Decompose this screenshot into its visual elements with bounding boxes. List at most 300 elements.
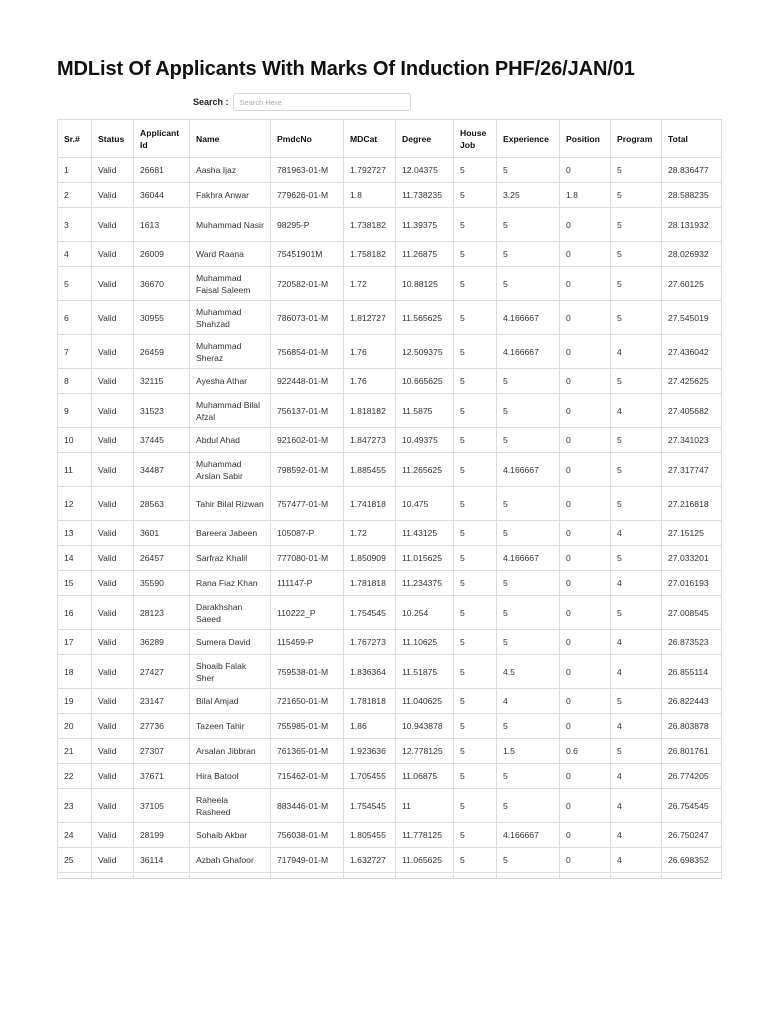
column-header-name[interactable]: Name (190, 120, 271, 158)
cell-sr: 17 (58, 630, 92, 655)
search-input[interactable] (233, 93, 411, 111)
table-row[interactable] (58, 158, 722, 183)
cell-program: 5 (611, 158, 662, 183)
cell-status: Valid (92, 789, 134, 823)
cell-experience: 5 (497, 714, 560, 739)
cell-sr: 4 (58, 242, 92, 267)
cell-total: 26.822443 (662, 689, 722, 714)
cell-degree: 11.015625 (396, 546, 454, 571)
cell-experience: 4.166667 (497, 546, 560, 571)
cell-house-job: 5 (454, 208, 497, 242)
cell-experience: 5 (497, 487, 560, 521)
table-row[interactable] (58, 689, 722, 714)
cell-experience: 5 (497, 789, 560, 823)
cell-empty (344, 873, 396, 879)
cell-applicant-id: 28123 (134, 596, 190, 630)
cell-status: Valid (92, 739, 134, 764)
cell-mdcat: 1.923636 (344, 739, 396, 764)
cell-program: 4 (611, 789, 662, 823)
cell-status: Valid (92, 764, 134, 789)
cell-name: Bareera Jabeen (190, 521, 271, 546)
cell-applicant-id: 37445 (134, 428, 190, 453)
cell-sr: 11 (58, 453, 92, 487)
cell-experience: 5 (497, 369, 560, 394)
cell-experience: 4 (497, 689, 560, 714)
cell-program: 5 (611, 453, 662, 487)
cell-name: Muhammad Shahzad (190, 301, 271, 335)
cell-position: 0 (560, 764, 611, 789)
cell-degree: 11.39375 (396, 208, 454, 242)
cell-status: Valid (92, 521, 134, 546)
cell-applicant-id: 37105 (134, 789, 190, 823)
search-bar (193, 92, 411, 112)
cell-pmdc-no: 759538-01-M (271, 655, 344, 689)
cell-experience: 3.25 (497, 183, 560, 208)
cell-experience: 5 (497, 630, 560, 655)
cell-pmdc-no: 756854-01-M (271, 335, 344, 369)
cell-position: 0 (560, 571, 611, 596)
cell-house-job: 5 (454, 487, 497, 521)
cell-sr: 22 (58, 764, 92, 789)
cell-house-job: 5 (454, 714, 497, 739)
cell-experience: 5 (497, 242, 560, 267)
cell-mdcat: 1.741818 (344, 487, 396, 521)
table-row[interactable] (58, 546, 722, 571)
cell-pmdc-no: 786073-01-M (271, 301, 344, 335)
cell-program: 4 (611, 848, 662, 873)
applicants-table (57, 119, 722, 879)
cell-position: 0 (560, 487, 611, 521)
cell-status: Valid (92, 848, 134, 873)
cell-total: 27.15125 (662, 521, 722, 546)
cell-position: 0 (560, 689, 611, 714)
cell-mdcat: 1.705455 (344, 764, 396, 789)
cell-empty (497, 873, 560, 879)
cell-name: Shoaib Falak Sher (190, 655, 271, 689)
table-row[interactable] (58, 571, 722, 596)
cell-degree: 11.065625 (396, 848, 454, 873)
cell-house-job: 5 (454, 369, 497, 394)
cell-house-job: 5 (454, 823, 497, 848)
cell-status: Valid (92, 369, 134, 394)
cell-total: 27.341023 (662, 428, 722, 453)
cell-sr: 23 (58, 789, 92, 823)
cell-sr: 10 (58, 428, 92, 453)
cell-name: Azbah Ghafoor (190, 848, 271, 873)
cell-program: 4 (611, 655, 662, 689)
table-row[interactable] (58, 242, 722, 267)
table-row[interactable] (58, 183, 722, 208)
cell-house-job: 5 (454, 335, 497, 369)
cell-status: Valid (92, 571, 134, 596)
cell-applicant-id: 36044 (134, 183, 190, 208)
cell-program: 5 (611, 242, 662, 267)
cell-mdcat: 1.8 (344, 183, 396, 208)
cell-total: 26.698352 (662, 848, 722, 873)
cell-sr: 19 (58, 689, 92, 714)
cell-position: 0 (560, 242, 611, 267)
cell-mdcat: 1.781818 (344, 571, 396, 596)
cell-degree: 11.265625 (396, 453, 454, 487)
cell-status: Valid (92, 630, 134, 655)
cell-sr: 20 (58, 714, 92, 739)
cell-pmdc-no: 111147-P (271, 571, 344, 596)
table-row[interactable] (58, 848, 722, 873)
cell-total: 28.026932 (662, 242, 722, 267)
cell-position: 0 (560, 714, 611, 739)
cell-status: Valid (92, 546, 134, 571)
cell-house-job: 5 (454, 158, 497, 183)
cell-program: 5 (611, 739, 662, 764)
column-header-position[interactable]: Position (560, 120, 611, 158)
cell-degree: 12.04375 (396, 158, 454, 183)
cell-status: Valid (92, 301, 134, 335)
cell-name: Hira Batool (190, 764, 271, 789)
cell-applicant-id: 26009 (134, 242, 190, 267)
cell-program: 5 (611, 183, 662, 208)
cell-mdcat: 1.767273 (344, 630, 396, 655)
cell-mdcat: 1.847273 (344, 428, 396, 453)
cell-total: 26.803878 (662, 714, 722, 739)
cell-sr: 13 (58, 521, 92, 546)
cell-degree: 11.51875 (396, 655, 454, 689)
cell-empty (560, 873, 611, 879)
column-header-experience[interactable]: Experience (497, 120, 560, 158)
cell-experience: 5 (497, 158, 560, 183)
cell-house-job: 5 (454, 521, 497, 546)
cell-program: 5 (611, 267, 662, 301)
cell-sr: 18 (58, 655, 92, 689)
cell-name: Abdul Ahad (190, 428, 271, 453)
cell-total: 27.033201 (662, 546, 722, 571)
cell-applicant-id: 36114 (134, 848, 190, 873)
table-row[interactable] (58, 428, 722, 453)
table-row[interactable] (58, 267, 722, 301)
cell-position: 0 (560, 369, 611, 394)
cell-status: Valid (92, 823, 134, 848)
cell-status: Valid (92, 242, 134, 267)
cell-experience: 5 (497, 521, 560, 546)
cell-position: 0 (560, 335, 611, 369)
column-header-degree[interactable]: Degree (396, 120, 454, 158)
cell-mdcat: 1.792727 (344, 158, 396, 183)
table-row[interactable] (58, 655, 722, 689)
cell-experience: 5 (497, 394, 560, 428)
cell-total: 27.317747 (662, 453, 722, 487)
cell-name: Fakhra Anwar (190, 183, 271, 208)
cell-position: 0 (560, 521, 611, 546)
cell-degree: 10.943878 (396, 714, 454, 739)
cell-degree: 11.778125 (396, 823, 454, 848)
cell-pmdc-no: 922448-01-M (271, 369, 344, 394)
cell-status: Valid (92, 714, 134, 739)
cell-house-job: 5 (454, 764, 497, 789)
cell-house-job: 5 (454, 394, 497, 428)
cell-program: 5 (611, 301, 662, 335)
cell-name: Muhammad Nasir (190, 208, 271, 242)
cell-experience: 4.5 (497, 655, 560, 689)
cell-total: 27.008545 (662, 596, 722, 630)
cell-applicant-id: 36670 (134, 267, 190, 301)
cell-pmdc-no: 110222_P (271, 596, 344, 630)
cell-pmdc-no: 781963-01-M (271, 158, 344, 183)
cell-name: Aasha Ijaz (190, 158, 271, 183)
column-header-total[interactable]: Total (662, 120, 722, 158)
table-row[interactable] (58, 596, 722, 630)
table-row[interactable] (58, 739, 722, 764)
cell-house-job: 5 (454, 428, 497, 453)
table-row[interactable] (58, 208, 722, 242)
cell-applicant-id: 28199 (134, 823, 190, 848)
cell-mdcat: 1.836364 (344, 655, 396, 689)
cell-pmdc-no: 777080-01-M (271, 546, 344, 571)
cell-mdcat: 1.818182 (344, 394, 396, 428)
cell-name: Tazeen Tahir (190, 714, 271, 739)
cell-total: 28.588235 (662, 183, 722, 208)
cell-applicant-id: 35590 (134, 571, 190, 596)
cell-applicant-id: 31523 (134, 394, 190, 428)
cell-applicant-id: 27307 (134, 739, 190, 764)
table-row[interactable] (58, 521, 722, 546)
cell-house-job: 5 (454, 267, 497, 301)
cell-empty (134, 873, 190, 879)
cell-position: 0 (560, 789, 611, 823)
cell-status: Valid (92, 689, 134, 714)
cell-name: Muhammad Bilal Afzal (190, 394, 271, 428)
cell-position: 0 (560, 428, 611, 453)
cell-position: 0 (560, 301, 611, 335)
cell-house-job: 5 (454, 546, 497, 571)
cell-experience: 4.166667 (497, 453, 560, 487)
cell-position: 0 (560, 453, 611, 487)
table-row[interactable] (58, 823, 722, 848)
cell-mdcat: 1.885455 (344, 453, 396, 487)
cell-experience: 4.166667 (497, 335, 560, 369)
cell-sr: 8 (58, 369, 92, 394)
cell-experience: 5 (497, 848, 560, 873)
cell-degree: 12.509375 (396, 335, 454, 369)
cell-applicant-id: 26459 (134, 335, 190, 369)
cell-house-job: 5 (454, 183, 497, 208)
cell-mdcat: 1.76 (344, 335, 396, 369)
column-header-status[interactable]: Status (92, 120, 134, 158)
cell-program: 4 (611, 714, 662, 739)
cell-degree: 11.234375 (396, 571, 454, 596)
cell-name: Sarfraz Khalil (190, 546, 271, 571)
cell-sr: 5 (58, 267, 92, 301)
cell-total: 26.750247 (662, 823, 722, 848)
cell-program: 5 (611, 546, 662, 571)
cell-pmdc-no: 115459-P (271, 630, 344, 655)
cell-position: 0 (560, 596, 611, 630)
cell-mdcat: 1.86 (344, 714, 396, 739)
cell-name: Arsalan Jibbran (190, 739, 271, 764)
column-header-pmdc-no[interactable]: PmdcNo (271, 120, 344, 158)
cell-empty (92, 873, 134, 879)
cell-mdcat: 1.754545 (344, 596, 396, 630)
cell-applicant-id: 27427 (134, 655, 190, 689)
cell-experience: 4.166667 (497, 823, 560, 848)
cell-degree: 11.565625 (396, 301, 454, 335)
cell-program: 5 (611, 428, 662, 453)
cell-mdcat: 1.812727 (344, 301, 396, 335)
cell-house-job: 5 (454, 689, 497, 714)
cell-mdcat: 1.781818 (344, 689, 396, 714)
cell-position: 0 (560, 267, 611, 301)
cell-status: Valid (92, 208, 134, 242)
cell-sr: 7 (58, 335, 92, 369)
cell-sr: 1 (58, 158, 92, 183)
cell-pmdc-no: 798592-01-M (271, 453, 344, 487)
table-row[interactable] (58, 630, 722, 655)
cell-total: 28.131932 (662, 208, 722, 242)
cell-position: 0 (560, 546, 611, 571)
cell-pmdc-no: 883446-01-M (271, 789, 344, 823)
column-header-sr[interactable]: Sr.# (58, 120, 92, 158)
cell-house-job: 5 (454, 739, 497, 764)
table-row[interactable] (58, 714, 722, 739)
column-header-house-job[interactable]: House Job (454, 120, 497, 158)
cell-pmdc-no: 105087-P (271, 521, 344, 546)
cell-house-job: 5 (454, 242, 497, 267)
cell-house-job: 5 (454, 789, 497, 823)
cell-program: 5 (611, 369, 662, 394)
cell-program: 4 (611, 764, 662, 789)
cell-position: 0 (560, 208, 611, 242)
cell-experience: 5 (497, 596, 560, 630)
table-body (58, 158, 722, 879)
cell-house-job: 5 (454, 596, 497, 630)
cell-sr: 25 (58, 848, 92, 873)
cell-pmdc-no: 720582-01-M (271, 267, 344, 301)
cell-mdcat: 1.805455 (344, 823, 396, 848)
cell-sr: 14 (58, 546, 92, 571)
cell-sr: 9 (58, 394, 92, 428)
cell-experience: 1.5 (497, 739, 560, 764)
cell-sr: 21 (58, 739, 92, 764)
cell-mdcat: 1.632727 (344, 848, 396, 873)
cell-name: Raheela Rasheed (190, 789, 271, 823)
cell-position: 0 (560, 630, 611, 655)
cell-degree: 10.475 (396, 487, 454, 521)
page-title: MDList Of Applicants With Marks Of Induction PHF/26/JAN/01 (57, 58, 635, 80)
cell-total: 26.855114 (662, 655, 722, 689)
cell-applicant-id: 30955 (134, 301, 190, 335)
cell-program: 4 (611, 521, 662, 546)
cell-program: 5 (611, 596, 662, 630)
cell-pmdc-no: 757477-01-M (271, 487, 344, 521)
cell-status: Valid (92, 655, 134, 689)
cell-program: 4 (611, 394, 662, 428)
cell-experience: 5 (497, 764, 560, 789)
cell-sr: 24 (58, 823, 92, 848)
cell-empty (454, 873, 497, 879)
column-header-program[interactable]: Program (611, 120, 662, 158)
cell-pmdc-no: 756038-01-M (271, 823, 344, 848)
cell-house-job: 5 (454, 453, 497, 487)
cell-sr: 3 (58, 208, 92, 242)
cell-name: Darakhshan Saeed (190, 596, 271, 630)
cell-empty (190, 873, 271, 879)
cell-experience: 4.166667 (497, 301, 560, 335)
table-row[interactable] (58, 394, 722, 428)
cell-house-job: 5 (454, 301, 497, 335)
cell-name: Ayesha Athar (190, 369, 271, 394)
search-label: Search : (193, 97, 229, 107)
cell-degree: 11.43125 (396, 521, 454, 546)
cell-name: Muhammad Arslan Sabir (190, 453, 271, 487)
cell-program: 4 (611, 571, 662, 596)
cell-position: 0 (560, 823, 611, 848)
cell-degree: 11.5875 (396, 394, 454, 428)
cell-house-job: 5 (454, 630, 497, 655)
column-header-mdcat[interactable]: MDCat (344, 120, 396, 158)
table-row[interactable] (58, 335, 722, 369)
table-row[interactable] (58, 487, 722, 521)
cell-total: 26.873523 (662, 630, 722, 655)
cell-house-job: 5 (454, 848, 497, 873)
cell-degree: 11 (396, 789, 454, 823)
cell-applicant-id: 26457 (134, 546, 190, 571)
cell-position: 0 (560, 394, 611, 428)
cell-total: 26.774205 (662, 764, 722, 789)
cell-position: 1.8 (560, 183, 611, 208)
cell-pmdc-no: 756137-01-M (271, 394, 344, 428)
column-header-applicant-id[interactable]: Applicant Id (134, 120, 190, 158)
cell-applicant-id: 34487 (134, 453, 190, 487)
table-row[interactable] (58, 764, 722, 789)
table-row[interactable] (58, 453, 722, 487)
cell-name: Tahir Bilal Rizwan (190, 487, 271, 521)
table-row[interactable] (58, 369, 722, 394)
cell-empty (611, 873, 662, 879)
cell-total: 27.405682 (662, 394, 722, 428)
cell-degree: 11.06875 (396, 764, 454, 789)
cell-name: Muhammad Faisal Saleem (190, 267, 271, 301)
cell-empty (662, 873, 722, 879)
cell-program: 4 (611, 630, 662, 655)
table-row[interactable] (58, 789, 722, 823)
cell-status: Valid (92, 487, 134, 521)
cell-pmdc-no: 755985-01-M (271, 714, 344, 739)
cell-pmdc-no: 779626-01-M (271, 183, 344, 208)
cell-program: 4 (611, 823, 662, 848)
cell-applicant-id: 26681 (134, 158, 190, 183)
cell-status: Valid (92, 158, 134, 183)
cell-position: 0.6 (560, 739, 611, 764)
cell-total: 27.016193 (662, 571, 722, 596)
cell-program: 5 (611, 689, 662, 714)
cell-applicant-id: 3601 (134, 521, 190, 546)
cell-mdcat: 1.850909 (344, 546, 396, 571)
cell-degree: 11.26875 (396, 242, 454, 267)
cell-degree: 10.49375 (396, 428, 454, 453)
table-header-row (58, 120, 722, 158)
cell-sr: 12 (58, 487, 92, 521)
table-row-partial (58, 873, 722, 879)
cell-name: Rana Fiaz Khan (190, 571, 271, 596)
cell-status: Valid (92, 183, 134, 208)
table-row[interactable] (58, 301, 722, 335)
cell-pmdc-no: 98295-P (271, 208, 344, 242)
cell-applicant-id: 1613 (134, 208, 190, 242)
cell-pmdc-no: 715462-01-M (271, 764, 344, 789)
cell-status: Valid (92, 453, 134, 487)
cell-experience: 5 (497, 571, 560, 596)
cell-experience: 5 (497, 428, 560, 453)
cell-sr: 15 (58, 571, 92, 596)
cell-degree: 10.665625 (396, 369, 454, 394)
